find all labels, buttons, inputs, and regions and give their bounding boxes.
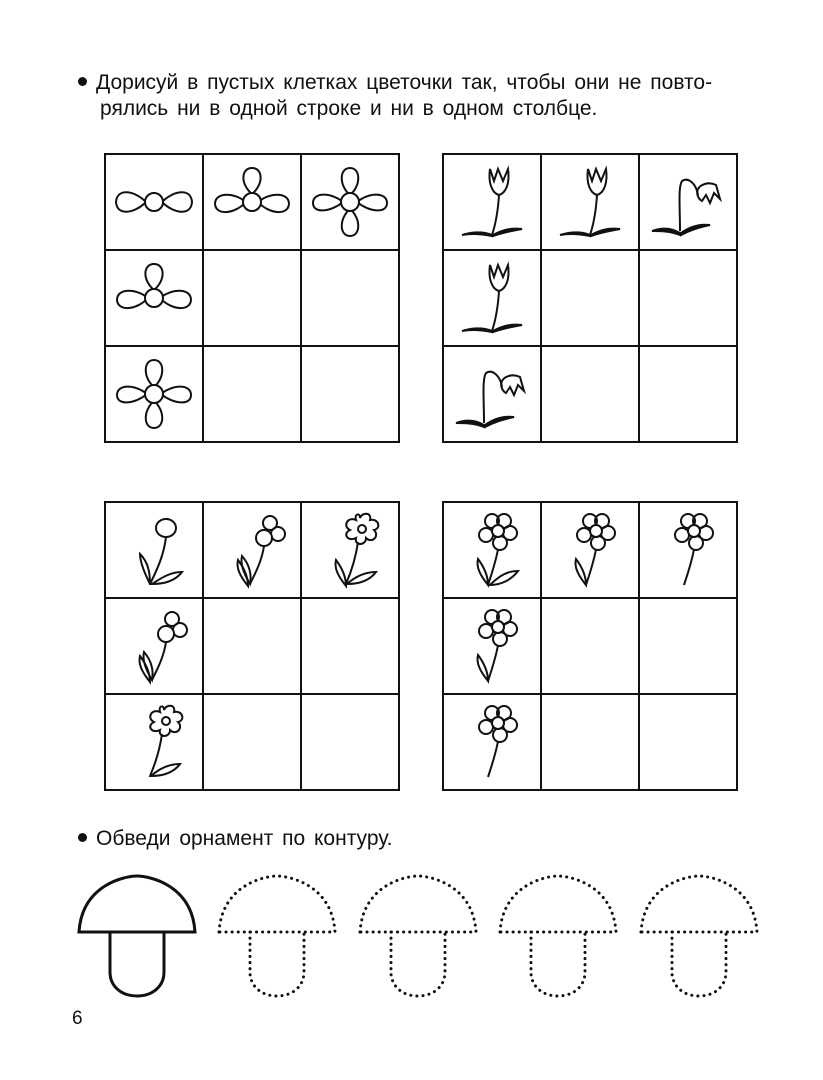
grid-cell — [443, 250, 541, 346]
grid-daisy-flowers — [442, 501, 738, 791]
three-petal-flower-icon — [109, 258, 199, 338]
tulip-icon — [452, 161, 532, 243]
three-petal-stem-flower-icon — [114, 606, 194, 686]
mushroom-dotted-icon[interactable] — [216, 872, 338, 1000]
five-petal-stem-flower-icon — [310, 510, 390, 590]
bullet-icon — [78, 833, 87, 842]
empty-cell[interactable] — [203, 598, 301, 694]
three-petal-stem-flower-icon — [212, 510, 292, 590]
grid-cell — [301, 154, 399, 250]
task-text-line2: рялись ни в одной строке и ни в одном столбце. — [100, 97, 598, 120]
mushroom-dotted-icon[interactable] — [357, 872, 479, 1000]
grid-stem-flowers — [104, 501, 400, 791]
four-petal-flower-icon — [305, 162, 395, 242]
grid-cell — [443, 694, 541, 790]
daisy-icon — [452, 701, 532, 783]
task-text-line1: Дорисуй в пустых клетках цветочки так, чтобы они не повто- — [96, 71, 713, 94]
grid-cell — [203, 154, 301, 250]
tulip-icon — [452, 257, 532, 339]
empty-cell[interactable] — [203, 694, 301, 790]
two-petal-flower-icon — [109, 162, 199, 242]
grid-cell — [105, 598, 203, 694]
four-petal-flower-icon — [109, 354, 199, 434]
empty-cell[interactable] — [639, 346, 737, 442]
empty-cell[interactable] — [639, 250, 737, 346]
empty-cell[interactable] — [301, 346, 399, 442]
grid-cell — [443, 346, 541, 442]
grid-cell — [105, 502, 203, 598]
grid-cell — [541, 502, 639, 598]
grid-cell — [443, 502, 541, 598]
empty-cell[interactable] — [639, 694, 737, 790]
grid-tulips-and-bells — [442, 153, 738, 443]
grid-cell — [443, 154, 541, 250]
mushroom-dotted-icon[interactable] — [638, 872, 760, 1000]
mushroom-solid-icon — [76, 872, 198, 1000]
bellflower-icon — [648, 161, 728, 243]
grid-cell — [203, 502, 301, 598]
empty-cell[interactable] — [301, 694, 399, 790]
empty-cell[interactable] — [203, 346, 301, 442]
grid-cell — [639, 154, 737, 250]
empty-cell[interactable] — [541, 694, 639, 790]
daisy-with-one-leaf-icon — [550, 509, 630, 591]
mushroom-dotted-icon[interactable] — [497, 872, 619, 1000]
task-text: Обведи орнамент по контуру. — [96, 827, 393, 850]
empty-cell[interactable] — [203, 250, 301, 346]
empty-cell[interactable] — [639, 598, 737, 694]
page-number: 6 — [72, 1008, 83, 1029]
empty-cell[interactable] — [541, 346, 639, 442]
empty-cell[interactable] — [541, 250, 639, 346]
grid-cell — [105, 154, 203, 250]
grid-cell — [301, 502, 399, 598]
empty-cell[interactable] — [301, 250, 399, 346]
daisy-with-leaves-icon — [452, 509, 532, 591]
task-trace-ornament — [78, 826, 393, 852]
grid-cell — [105, 250, 203, 346]
empty-cell[interactable] — [301, 598, 399, 694]
grid-cell — [639, 502, 737, 598]
grid-petal-flowers — [104, 153, 400, 443]
daisy-with-one-leaf-icon — [452, 605, 532, 687]
grid-cell — [105, 346, 203, 442]
empty-cell[interactable] — [541, 598, 639, 694]
three-petal-flower-icon — [207, 162, 297, 242]
five-petal-stem-flower-icon — [114, 702, 194, 782]
grid-cell — [105, 694, 203, 790]
grid-cell — [541, 154, 639, 250]
tulip-icon — [550, 161, 630, 243]
daisy-icon — [648, 509, 728, 591]
grid-cell — [443, 598, 541, 694]
bud-flower-icon — [114, 510, 194, 590]
bullet-icon — [78, 77, 87, 86]
bellflower-icon — [452, 353, 532, 435]
task-fill-flowers — [78, 70, 758, 122]
